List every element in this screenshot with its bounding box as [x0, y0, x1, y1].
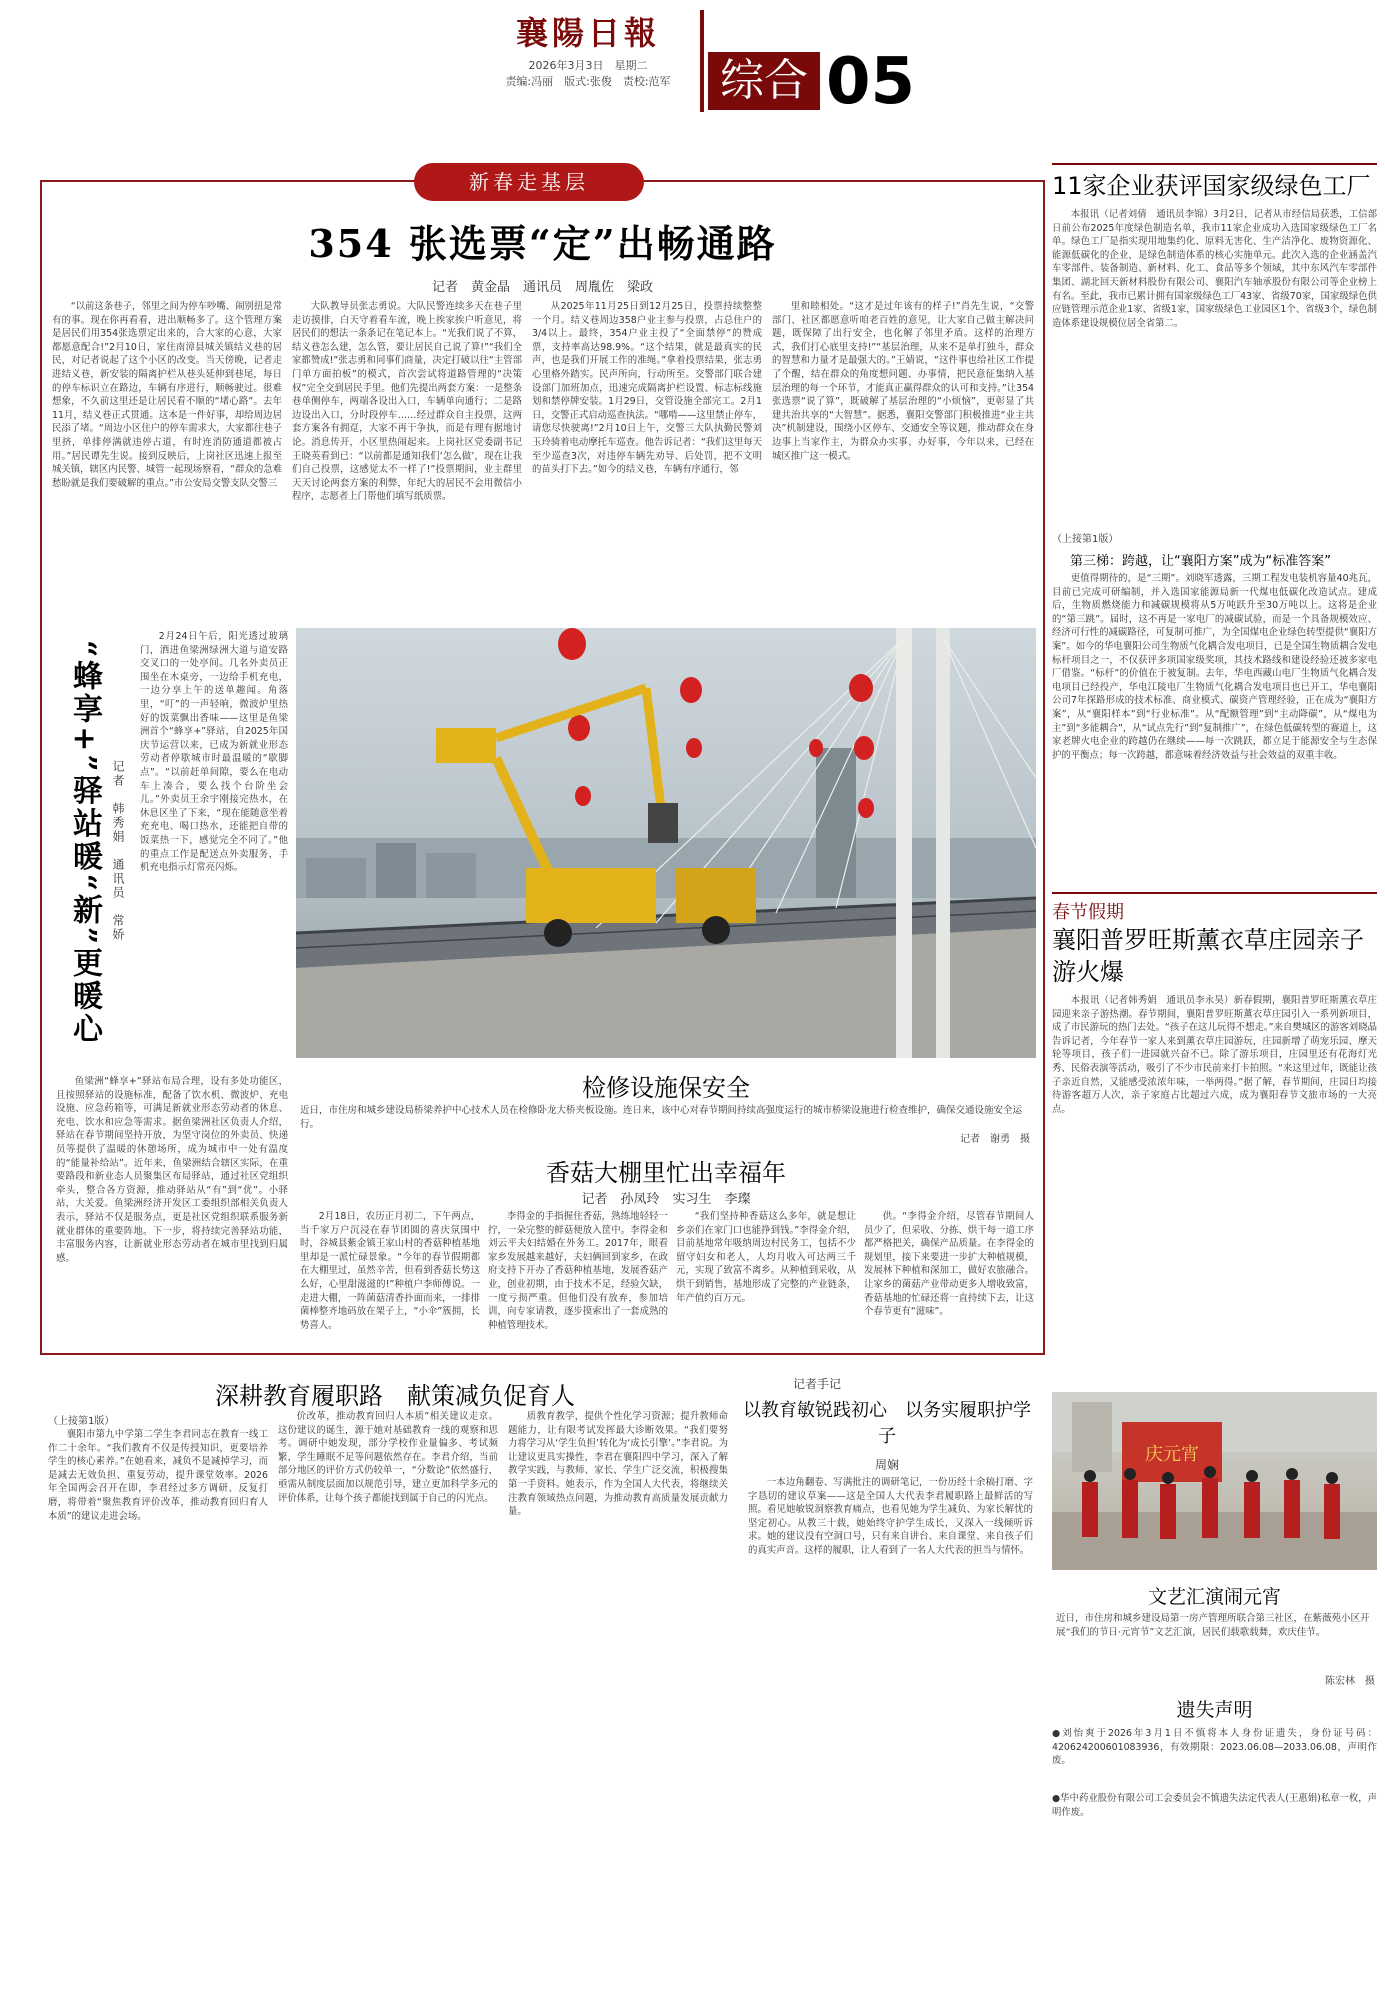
education-continued: （上接第1版） — [48, 1416, 115, 1427]
green-factory-text-p: 本报讯（记者刘倩 通讯员李锦）3月2日，记者从市经信局获悉，工信部日前公布2025年度绿色制造名单，我市11家企业成功入选国家级绿色工厂名单。绿色工厂是指实现用地集约化、原料无害化、生产洁净化、废物资源化、能源低碳化的企业，是绿色制造体系的核心实施单元。此次入选的企业涵盖汽车零部件、装备制造、新材料、化工、食品等多个领域，其中东风汽车零部件集团、湖北回天新材料股份有限公司、襄阳汽车轴承股份有限公司等企业榜上有名。至此，我市已累计拥有国家级绿色工厂43家、省级70家，国家级绿色供应链管理示范企业1家、省级1家，国家级绿色工业园区1个、省级3个，绿色制造体系建设规模位居全省第二。 — [1052, 209, 1377, 329]
bridge-photo-title: 检修设施保安全 — [582, 1074, 750, 1102]
main-byline: 记者 黄金晶 通讯员 周胤佐 梁政 — [431, 280, 653, 295]
performance-photo — [1052, 1392, 1377, 1570]
performance-banner-text: 庆元宵 — [1145, 1444, 1199, 1465]
lavender-top-rule — [1052, 892, 1377, 894]
green-factory-headline: 11家企业获评国家级绿色工厂 — [1052, 172, 1371, 200]
right-top-rule — [1052, 163, 1377, 165]
performance-title: 文艺汇演闹元宵 — [1147, 1586, 1281, 1608]
lost-notice-item-1-text: ●刘怡爽于2026年3月1日不慎将本人身份证遗失，身份证号码：420624200601083936，有效期限：2023.06.08—2033.06.08，声明作废。 — [1052, 1728, 1377, 1767]
education-headline: 深耕教育履职路 献策减负促育人 — [215, 1382, 575, 1410]
main-col-4 — [772, 300, 1034, 592]
factory-part2-text-p: 更值得期待的，是“三期”。刘晓军透露，三期工程发电装机容量40兆瓦，目前已完成可研编制，并入选国家能源局新一代煤电低碳化改造试点。建成后，生物质燃烧能力和减碳规模将从5万吨跃升至30万吨以上。这将是企业的“第三跳”。届时，这不再是一家电厂的减碳试验，而是一个具备规模效应、经济可行性的减碳路径，可复制可推广，为全国煤电企业绿色转型提供“襄阳方案”。如今的华电襄阳公司生物质气化耦合发电项目，已是全国生物质耦合发电标杆项目之一，不仅获评多项国家级奖项，其技术路线和建设经验还被多家电厂借鉴。“标杆”的价值在于被复制。去年，华电西藏山电厂生物质气化耦合发电项目已经投产，华电江陵电厂生物质气化耦合发电项目也已开工，华电襄阳公司7年探路形成的技术标准、商业模式、碳资产管理经验，正在成为“襄阳方案”，从“襄阳样本”到“行业标准”。从“配额管理”到“主动降碳”，从“煤电为主”到“多能耦合”，从“试点先行”到“复制推广”，在绿色低碳转型的赛道上，这家老牌火电企业的跨越仍在继续——每一次跳跃，都立足于能源安全与生态保护的平衡点；每一次跨越，都意味着经济效益与社会效益的双重丰收。 — [1052, 573, 1377, 761]
left-story-text-b — [56, 1075, 288, 1345]
performance-credit: 陈宏林 摄 — [1325, 1676, 1375, 1687]
factory-part2-title: 第三梯：跨越，让“襄阳方案”成为“标准答案” — [1070, 554, 1331, 569]
lost-notice-headline: 遗失声明 — [1176, 1699, 1253, 1721]
education-col-3-text: 质教育教学，提供个性化学习资源；提升教师命题能力，让有限考试发挥最大诊断效果。“我们要努力将学习从‘学生负担’转化为‘成长引擎’。”李君说。为让建议更具实操性，李君在襄阳四中学习，深入了解教学实践，与教师、家长、学生广泛交流，积极搜集第一手资料。她表示，作为全国人大代表，将继续关注教育领域热点问题，为推动教育高质量发展贡献力量。 — [508, 1411, 728, 1518]
performance-caption: 近日，市住房和城乡建设局第一房产管理所联合第三社区，在紫薇苑小区开展“我们的节日·元宵节”文艺汇演，居民们载歌载舞，欢庆佳节。 — [1056, 1613, 1370, 1638]
lavender-section: 春节假期 — [1052, 902, 1124, 923]
mushroom-col-2 — [488, 1210, 668, 1348]
bridge-photo — [296, 628, 1036, 1058]
mushroom-col-1-text: 2月18日，农历正月初二，下午两点，当千家万户沉浸在春节团圆的喜庆氛围中时，谷城县紫金镇王家山村的香菇种植基地里却是一派忙碌景象。“今年的春节假期都在大棚里过，虽然辛苦，但看到香菇长势这么好，心里甜滋滋的!”种植户李师傅说。一走进大棚，一阵菌菇清香扑面而来，一排排菌棒整齐地码放在架子上，“小伞”簇拥，长势喜人。 — [300, 1211, 480, 1331]
section-label: 综合 — [708, 52, 820, 110]
reporter-note-title: 以教育敏锐践初心 以务实履职护学子 — [743, 1400, 1031, 1447]
green-factory-text — [1052, 208, 1377, 454]
main-headline: 354 张选票“定”出畅通路 — [308, 221, 777, 266]
issue-editors: 责编:冯丽 版式:张俊 责校:范军 — [505, 75, 671, 88]
lost-notice-item-2-text: ●华中药业股份有限公司工会委员会不慎遗失法定代表人(王惠娟)私章一枚，声明作废。 — [1052, 1793, 1377, 1818]
lost-notice-item-1 — [1052, 1727, 1377, 1789]
mushroom-byline: 记者 孙凤玲 实习生 李璨 — [581, 1192, 751, 1207]
issue-date: 2026年3月3日 星期二 — [528, 59, 648, 72]
left-story-text-a-p: 2月24日午后，阳光透过玻璃门，洒进鱼梁洲绿洲大道与道安路交叉口的一处亭间。几名外卖员正围坐在木桌旁，一边给手机充电，一边分享上午的送单趣闻。角落里，“叮”的一声轻响，微波炉里热好的饭菜飘出香味——这里是鱼梁洲首个“蜂享+”驿站，自2025年国庆节运营以来，已成为新就业形态劳动者停歇城市时最温暖的“歇脚点”。“以前赶单间隙，要么在电动车上凑合，要么找个台阶坐会儿。”外卖员王余宇刚接完热水，在休息区坐了下来，“现在能随意坐着充充电、喝口热水，还能把自带的饭菜热一下，感觉完全不同了。”他的重点工作是配送点外卖服务，手机充电指示灯常亮闪烁。 — [140, 631, 288, 874]
mushroom-col-4-text: 供。“李得金介绍，尽管春节期间人员少了，但采收、分拣、烘干每一道工序都严格把关，确保产品质量。在李得金的规划里，接下来要进一步扩大种植规模，发展林下种植和深加工，做好农旅融合。让家乡的菌菇产业带动更多人增收致富，香菇基地的忙碌还将一直持续下去，让这个春节更有“滋味”。 — [864, 1211, 1034, 1318]
bridge-photo-caption: 近日，市住房和城乡建设局桥梁养护中心技术人员在检修卧龙大桥夹板设施。连日来，该中心对春节期间持续高强度运行的城市桥梁设施进行检查维护，确保交通设施安全运行。 — [300, 1105, 1023, 1130]
main-col-4-text: 里和睦相处。“这才是过年该有的样子!”肖先生说，“交警部门、社区都愿意听咱老百姓的意见，让大家自己做主解决问题，既保障了出行安全，也化解了邻里矛盾。这样的治理方式，我们打心底里支持!”“基层治理，从来不是单打独斗，群众的智慧和力量才是最强大的。”王婧说，“这件事也给社区工作提了个醒，结在群众的角度想问题、办事情，把民意征集纳入基层治理的每一个环节，才能真正赢得群众的认可和支持。”让354张选票“说了算”，既破解了基层治理的“小烦恼”，更彰显了共建共治共享的“大智慧”。据悉，襄阳交警部门积极推进“业主共决”机制建设，围绕小区停车、交通安全等议题，推动群众在身边事上当家作主，为群众办实事、办好事，今年以来，已经在城区推广这一模式。 — [772, 301, 1034, 462]
reporter-note-text-p: 一本边角翻卷、写满批注的调研笔记，一份历经十余稿打磨、字字恳切的建议草案——这是全国人大代表李君履职路上最鲜活的写照。看见她敏锐洞察教育痛点，也看见她为学生减负、为家长解忧的坚定初心。从教三十载，她始终守护学生成长，又深入一线倾听诉求。她的建议没有空洞口号，只有来自讲台、来自课堂、来自孩子们的真实声音。这样的履职，让人看到了一名人大代表的担当与情怀。 — [748, 1477, 1033, 1556]
main-col-2 — [292, 300, 522, 592]
factory-part2-text — [1052, 572, 1377, 874]
lavender-headline: 襄阳普罗旺斯薰衣草庄园亲子游火爆 — [1052, 926, 1364, 986]
left-story-text-a — [140, 630, 288, 1070]
left-story-text-b-p: 鱼梁洲“蜂享+”驿站布局合理，设有多处功能区，且按照驿站的设施标准，配备了饮水机、微波炉、充电设施、应急药箱等，可满足新就业形态劳动者的休息、充电、饮水和应急等需求。据鱼梁洲社区负责人介绍，驿站在春节期间坚持开放，为坚守岗位的外卖员、快递员等提供了温暖的休憩场所，成为城市中一处有温度的“能量补给站”。近年来，鱼梁洲结合辖区实际，在重要路段和新业态人员聚集区布局驿站，通过社区党组织牵头，整合各方资源，推动驿站从“有”到“优”。小驿站，大关爱。鱼梁洲经济开发区工委组织部相关负责人表示，驿站不仅是服务点，更是社区党组织联系服务新就业群体的重要阵地。下一步，将持续完善驿站功能，丰富服务内容，让新就业形态劳动者在城市里找到归属感。 — [56, 1076, 288, 1264]
bridge-photo-credit: 记者 谢勇 摄 — [960, 1134, 1030, 1145]
paper-logo: 襄陽日報 — [515, 14, 660, 52]
page-number: 05 — [826, 45, 916, 119]
main-col-3-text: 从2025年11月25日到12月25日，投票持续整整一个月。结义巷周边358户业主参与投票，占总住户的3/4以上。最终，354户业主投了“全面禁停”的赞成票，支持率高达98.9%。“这个结果，就是最真实的民声，也是我们开展工作的准绳。”拿着投票结果，张志勇心里格外踏实。民声所向，行动所至。交警部门联合建设部门加班加点，迅速完成隔离护栏设置、标志标线施划和禁停牌安装。1月29日，交管设施全部完工。2月1日，交警正式启动巡查执法。“哪啃——这里禁止停车，请您尽快驶离!”2月10日上午，交警三大队执勤民警刘玉玲骑着电动摩托车巡查。他告诉记者：“我们这里每天至少巡查3次，对违停车辆先劝导、后处罚，把不文明的苗头打下去。”如今的结义巷，车辆有序通行，邻 — [532, 301, 762, 476]
mushroom-col-3 — [676, 1210, 856, 1348]
main-col-3 — [532, 300, 762, 592]
reporter-note-label: 记者手记 — [792, 1377, 841, 1391]
factory-part2-continued: （上接第1版） — [1052, 534, 1119, 545]
bridge-illustration — [296, 628, 1036, 1058]
mushroom-col-4 — [864, 1210, 1034, 1348]
left-story-byline: 记者 韩秀娟 通讯员 常娇 — [111, 760, 125, 942]
mushroom-headline: 香菇大棚里忙出幸福年 — [546, 1159, 786, 1187]
performance-illustration — [1052, 1392, 1377, 1570]
main-col-1 — [52, 300, 282, 592]
main-col-1-text: “以前这条巷子，邻里之间为停车吵嘴、闹别扭是常有的事。现在你再看看，进出顺畅多了。这个管理方案是居民们用354张选票定出来的，合大家的心意，大家都愿意配合!”2月10日，家住南漳县城关镇结义巷的居民，对记者说起了这个小区的改变。当天傍晚，记者走进结义巷，新安装的隔离护栏从巷头延伸到巷尾，每日的停车标识立在路边，车辆有序进行，顺畅驶过。很难想象，不久前这里还是让居民看不顺的“堵心路”。去年11月，结义巷正式贯通。这本是一件好事，却给周边居民添了堵。“周边小区住户的停车需求大，大家都往巷子里挤，单排停满就违停占道，有时连消防通道都被占用。”居民谭先生说。接到反映后，上岗社区迅速上报至城关镇，辖区内民警、城管一起现场察看，“群众的急难愁盼就是我们要破解的重点。”市公安局交警支队交警三 — [52, 301, 282, 489]
reporter-note-text — [748, 1476, 1033, 1981]
mushroom-col-2-text: 李得金的手指握住香菇，熟练地轻轻一拧，一朵完整的鲜菇便放入筐中。李得金和刘云平夫妇结婚在外务工。2017年，眼看家乡发展越来越好，夫妇俩回到家乡，在政府支持下开办了香菇种植基地，发展香菇产业，创业初期，由于技术不足，经验欠缺，一度亏损严重。但他们没有放弃，参加培训，向专家请教，逐步摸索出了一套成熟的种植管理技术。 — [488, 1211, 668, 1331]
education-col-3 — [508, 1410, 728, 1980]
mushroom-col-3-text: “我们坚持种香菇这么多年，就是想让乡亲们在家门口也能挣到钱。”李得金介绍，目前基地常年吸纳周边村民务工，包括不少留守妇女和老人，人均月收入可达两三千元，实现了致富不离乡。从种植到采收，从烘干到销售，基地形成了完整的产业链条，年产值约百万元。 — [676, 1211, 856, 1304]
issue-meta — [488, 58, 688, 90]
education-col-1 — [48, 1428, 268, 1980]
masthead-divider — [700, 10, 704, 112]
education-col-2-text: 价改革，推动教育回归人本质”相关建议走京。这份建议的诞生，源于她对基础教育一线的观察和思考。调研中她发现，部分学校作业量偏多、考试频繁，学生睡眠不足等问题依然存在。李君介绍，当前部分地区的评价方式仍较单一，“分数论”依然盛行，亟需从制度层面加以规范引导，建立更加科学多元的评价体系，让每个孩子都能找到属于自己的闪光点。 — [278, 1411, 498, 1504]
lost-notice-item-2 — [1052, 1792, 1377, 1832]
education-col-1-text: 襄阳市第九中学第二学生李君同志在教育一线工作二十余年。“我们教育不仅是传授知识，更要培养学生的核心素养。”在她看来，减负不是减掉学习，而是减去无效负担、重复劳动，提升课堂效率。2026年全国两会召开在即，李君经过多方调研、反复打磨，将带着“聚焦教育评价改革，推动教育回归育人本质”的建议走进会场。 — [48, 1429, 268, 1522]
lavender-text — [1052, 994, 1377, 1384]
mushroom-col-1 — [300, 1210, 480, 1348]
reporter-note-author: 周娴 — [874, 1458, 899, 1472]
main-col-2-text: 大队教导员张志勇说。大队民警连续多天在巷子里走访摸排，白天守着看车流，晚上挨家挨户听意见，将居民们的想法一条条记在笔记本上。“光我们说了不算，结义巷怎么建，怎么管，要让居民自己说了算!”“我们全家都赞成!”张志勇和同事们商量，决定打破以往“主管部门单方面拍板”的模式，首次尝试将道路管理的“决策权”完全交到居民手里。他们先提出两套方案：一是整条巷单侧停车，两端各设出入口，车辆单向通行；二是路边设出入口，分时段停车……经过群众自主投票，这两套方案各有拥趸，大家不再干争执，而是有理有据地讨论。消息传开，小区里热闹起来。上岗社区党委副书记王晓英看到已：“以前都是通知我们‘怎么做’，现在让我们自己投票，这感觉太不一样了!”投票期间，业主群里天天讨论两套方案的利弊，年纪大的居民不会用微信小程序，志愿者上门帮他们填写纸质票。 — [292, 301, 522, 503]
left-story-headline: “蜂享+”驿站暖“新”更暖心 — [67, 640, 102, 1047]
education-col-2 — [278, 1410, 498, 1980]
new-year-banner: 新春走基层 — [414, 163, 644, 201]
lavender-text-p: 本报讯（记者韩秀娟 通讯员李永昊）新春假期，襄阳普罗旺斯薰衣草庄园迎来亲子游热潮。春节期间，襄阳普罗旺斯薰衣草庄园引入一系列新项目，成了市民游玩的热门去处。“孩子在这儿玩得不想走。”来自樊城区的游客刘晓晶告诉记者，今年春节一家人来到薰衣草庄园游玩，庄园新增了萌宠乐园、摩天轮等项目，孩子们一进园就兴奋不已。除了游乐项目，庄园里还有花海灯光秀、民俗表演等活动，吸引了不少市民前来打卡拍照。“来这里过年，既能让孩子亲近自然，又能感受浓浓年味，一举两得。”据了解，春节期间，庄园日均接待游客超万人次，亲子家庭占比超过六成，成为襄阳春节文旅市场的一大亮点。 — [1052, 995, 1377, 1115]
